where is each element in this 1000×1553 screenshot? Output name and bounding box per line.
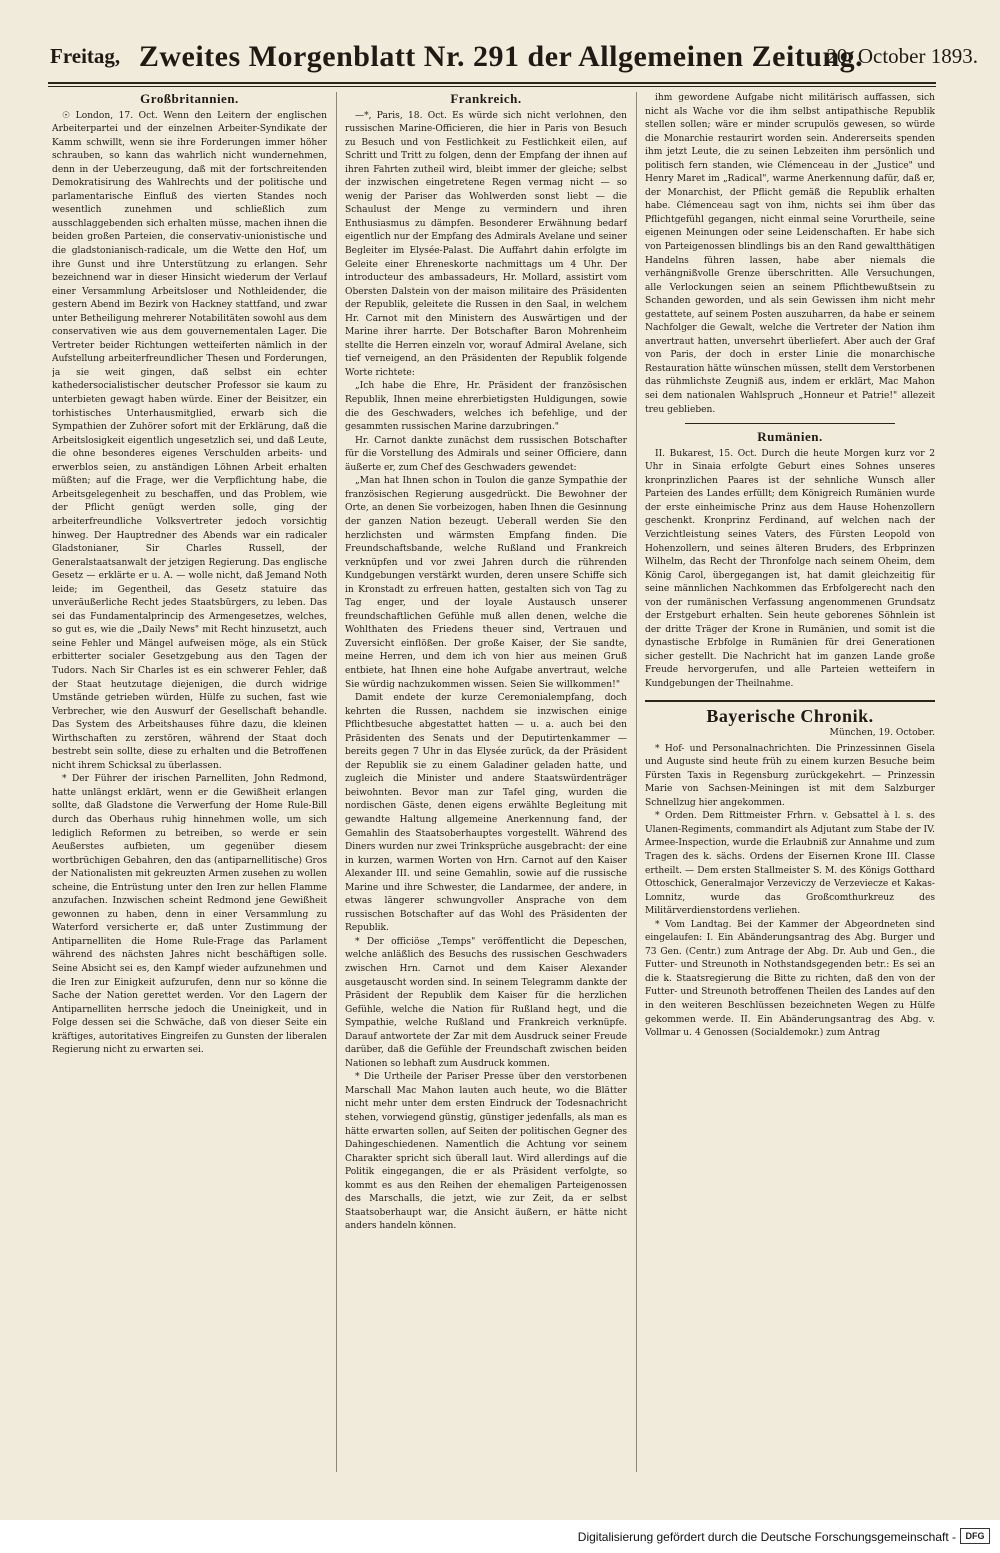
article-paragraph: Damit endete der kurze Ceremonialempfang, doch kehrten die Russen, nachdem sie inzwischen einige Pflichtbesuche abgestattet hatten — u. a. auch bei den Präsidenten des Senats und der Deputirtenkammer — bereits gegen 7 Uhr in das Elysée zurück, da der Präsident der Republik sie zu einem Galadiner geladen hatte, und zugleich die Minister und andere Staatswürdenträger beiwohnten. Bevor man zur Tafel ging, wurden die nordischen Gäste, denen eigens erwählte Begleitung mit gewandte Haltung allgemeine Anerkennung fand, der Gemahlin des Staatsoberhauptes vorgestellt. Während des Diners wurden nur zwei Trinksprüche ausgebracht: der eine in kurzen, warmen Worten von Hrn. Carnot auf den Kaiser Alexander III. und seine Gemahlin, sowie auf die russische Marine und ihre Schwester, die Landarmee, der andere, in etwas längerer schwungvoller Ansprache von dem russischen Botschafter auf das Wohl des Präsidenten der Republik. bbox=[345, 693, 627, 934]
masthead bbox=[20, 40, 982, 84]
article-quote: „Man hat Ihnen schon in Toulon die ganze Sympathie der französischen Regierung ausgedrückt. Die Bewohner der Orte, an denen Sie vorbeizogen, haben Ihnen die Gesinnung der ganzen Nation bezeugt. Ueberall werden Sie den herzlichsten und wärmsten Empfang finden. Die Freundschaftsbande, welche Rußland und Frankreich verknüpfen und vor zwei Jahren durch die rührenden Kundgebungen verstärkt wurden, deren unsere Schiffe sich in Kronstadt zu erfreuen hatten, gestalten sich von Tag zu Tag enger, und der loyale Austausch unserer freundschaftlichen Gefühle muß allen denen, welche die Wohlthaten des Friedens theuer sind, Vertrauen und Zuversicht einflößen. Der große Kaiser, der Sie sandte, meine Herren, und dem ich von hier aus meinen Gruß entbiete, hat Ihnen eine hohe Aufgabe anvertraut, welche Sie würdig nachzukommen wissen. Seien Sie willkommen!" bbox=[345, 476, 627, 690]
column-3 bbox=[645, 92, 935, 1472]
article-paragraph: * Die Urtheile der Pariser Presse über den verstorbenen Marschall Mac Mahon lauten auch heute, wo die Blätter nicht mehr unter dem ersten Eindruck der Todesnachricht stehen, vorwiegend günstig, günstiger jedenfalls, als man es hätte erwarten sollen, auf Seiten der politischen Gegner des Dahingeschiedenen. Namentlich die Achtung vor seinem Charakter spricht sich überall laut. Wird allerdings auf die Politik eingegangen, die er als Präsident verfolgte, so kommt es aus den Reihen der ehemaligen Parteigenossen des Marschalls, die jetzt, wie zur Zeit, da er selbst Staatsoberhaupt war, die Ansicht äußern, er hätte nicht anders handeln können. bbox=[345, 1072, 627, 1232]
article-paragraph: * Der officiöse „Temps" veröffentlicht die Depeschen, welche anläßlich des Besuchs des russischen Geschwaders zwischen Hrn. Carnot und dem Kaiser Alexander ausgetauscht worden sind. In seinem Telegramm dankte der Präsident der Republik dem Kaiser für die herzlichen Gefühle, welche die Nation für Rußland hegt, und die Sympathie, welche Rußland und Frankreich verknüpfe. Darauf antwortete der Zar mit dem Ausdruck seiner Freude darüber, daß die Gefühle der Freundschaft zwischen beiden Nationen so lebhaft zum Ausdruck kommen. bbox=[345, 936, 627, 1069]
dateline: München, 19. October. bbox=[829, 728, 935, 739]
article-paragraph: Hr. Carnot dankte zunächst dem russischen Botschafter für die Vorstellung des Admirals und seiner Officiere, dann äußerte er, zum Chef des Geschwaders gewendet: bbox=[345, 435, 627, 473]
footer-bar bbox=[0, 1520, 1000, 1553]
dfg-logo-icon: DFG bbox=[960, 1528, 990, 1544]
masthead-rule bbox=[48, 82, 936, 84]
section-separator-thick bbox=[645, 700, 935, 702]
article-paragraph: * Vom Landtag. Bei der Kammer der Abgeordneten sind eingelaufen: I. Ein Abänderungsantrag des Abg. Burger und 73 Gen. (Centr.) zum Antrage der Abg. Dr. Aub und Gen., die Futter- und Streunoth in Nothstandsgegenden betr.: Es sei an die k. Staatsregierung die Bitte zu richten, daß den von der Futter- und Streunoth betroffenen Theilen des Landes auf den in den weiteren Beschlüssen bezeichneten Wegen zu Hülfe gekommen werde. II. Ein Abänderungsantrag des Abg. v. Vollmar u. 4 Genossen (Socialdemokr.) zum Antrag bbox=[645, 919, 935, 1039]
column-2 bbox=[345, 92, 627, 1472]
footer-credit: Digitalisierung gefördert durch die Deutsche Forschungsgemeinschaft - bbox=[577, 1530, 956, 1544]
masthead-date: 20. October 1893. bbox=[826, 44, 978, 68]
column-1 bbox=[52, 92, 327, 1472]
column-divider bbox=[636, 92, 637, 1472]
article-paragraph: * Orden. Dem Rittmeister Frhrn. v. Gebsattel à l. s. des Ulanen-Regiments, commandirt als Adjutant zum Stabe der IV. Armee-Inspection, wurde die Erlaubniß zur Annahme und zum Tragen des k. sächs. Ordens der Eisernen Krone III. Classe ertheilt. — Dem ersten Stallmeister S. M. des Königs Gotthard Ottoschick, Generalmajor Verzeviczy de Verzeviecze et Kakas-Lomnitz, wurde das Großcomthurkreuz des Militärverdienstordens verliehen. bbox=[645, 811, 935, 917]
column-divider bbox=[336, 92, 337, 1472]
article-paragraph: ihm gewordene Aufgabe nicht militärisch auffassen, sich nicht als Wache vor die ihm selbst antipathische Republik stellen sollen; wäre er minder scrupulös gewesen, so würde die Monarchie restaurirt worden sein. Andererseits spenden ihm jetzt Leute, die zu seinen Lebzeiten ihm persönlich und politisch fern standen, wie Clémenceau in der „Justice" und Henry Maret im „Radical", warme Anerkennung dafür, daß er, der Monarchist, der Pflicht gemäß die Republik erhalten habe. Clémenceau sagt von ihm, nichts sei ihm über das Pflichtgefühl gegangen, nicht einmal seine Vorurtheile, seine eigenen Meinungen oder seine Leidenschaften. Er habe sich von Parteigenossen blindlings bis an den Rand gewaltthätigen Handelns führen lassen, habe aber niemals die verhängnißvolle Grenze überschritten. Alle Versuchungen, alle Verlockungen seien an seinem Pflichtbewußtsein zu Schanden geworden, und als sein Gewissen ihm nicht mehr gestattete, auf seinem Posten auszuharren, da habe er seinem Nachfolger die Gewalt, welche die Vertreter der Nation ihm anvertraut hatten, unversehrt überliefert. Aber auch der Graf von Paris, der doch in erster Linie die monarchische Restauration hätte wünschen müssen, stellt dem Verstorbenen das rühmlichste Zeugniß aus, indem er erklärt, Mac Mahon sei dem nationalen Wahlspruch „Honneur et Patrie!" allezeit treu geblieben. bbox=[645, 93, 935, 415]
article-paragraph: * Hof- und Personalnachrichten. Die Prinzessinnen Gisela und Auguste sind heute früh zu einem kurzen Besuche beim Fürsten Taxis in Regensburg zurückgekehrt. — Prinzessin Marie von Sachsen-Meiningen ist mit dem Salzburger Schnellzug hier angekommen. bbox=[645, 743, 935, 808]
section-heading-frankreich: Frankreich. bbox=[450, 92, 522, 106]
article-paragraph: II. Bukarest, 15. Oct. Durch die heute Morgen kurz vor 2 Uhr in Sinaia erfolgte Geburt eines Sohnes unseres kronprinzlichen Paares ist der sehnliche Wunsch aller Parteien des Landes erfüllt; dem Königreich Rumänien wurde der erste einheimische Prinz aus dem Hause Hohenzollern geschenkt. Kronprinz Ferdinand, auf welchen nach der Verzichtleistung seines Vaters, des Fürsten Leopold von Hohenzollern, und seines älteren Bruders, des Erbprinzen Wilhelm, das Recht der Thronfolge nach seinem Oheim, dem König Carol, übergegangen ist, hat damit gleichzeitig für seine männlichen Nachkommen das Erbfolgerecht nach den von der rumänischen Verfassung angenommenen Grundsatz der Erstgeburt erhalten. Sein heute geborenes Söhnlein ist der dritte Träger der Krone in Rumänien, und somit ist die dynastische Erbfolge in Rumänien für drei Generationen sicher gestellt. Die Nachricht hat im ganzen Lande große Freude hervorgerufen, und alle Parteien wetteifern in Kundgebungen der Theilnahme. bbox=[645, 448, 935, 689]
article-paragraph: —*, Paris, 18. Oct. Es würde sich nicht verlohnen, den russischen Marine-Officieren, die hier in Paris von Besuch zu Besuch und von Festlichkeit zu Festlichkeit eilen, auf Schritt und Tritt zu folgen, denn der Empfang der ihnen auf ihren Fahrten zutheil wird, bleibt immer der gleiche; selbst der inzwischen eingetretene Regen vermag nicht — so wenig der Pariser das Wohlwerden sonst liebt — die Schaulust der Menge zu vermindern und ihren Enthusiasmus zu dämpfen. Besonderer Erwähnung bedarf eigentlich nur der Empfang des Admirals Avelane und seiner Begleiter im Elysée-Palast. Die Auffahrt dahin erfolgte im Geleite einer Ehreneskorte nachmittags um 4 Uhr. Der introducteur des ambassadeurs, Hr. Mollard, assistirt vom Obersten Dalstein von der maison militaire des Präsidenten der Republik, geleitete die Russen in den Saal, in welchem Hr. Carnot mit den Ministern des Auswärtigen und der Marine ihrer harrte. Der Botschafter Baron Mohrenheim stellte die Herren einzeln vor, worauf Admiral Avelane, sich tief verneigend, an den Präsidenten der Republik folgende Worte richtete: bbox=[345, 110, 627, 378]
article-paragraph: ☉ London, 17. Oct. Wenn den Leitern der englischen Arbeiterpartei und der einzelnen Arbeiter-Syndikate der Kamm schwillt, wenn sie ihre Forderungen immer höher schrauben, so kann das wahrlich nicht wundernehmen, denn in der Ueberzeugung, daß mit der fortschreitenden Demokratisirung des Wahlrechts und der politische und parlamentarische Einfluß des vierten Standes noch wesentlich zunehmen und schließlich zum ausschlaggebenden sich erhalten müsse, machen ihnen die beiden großen Parteien, die conservativ-unionistische und die gladstonianisch-radicale, um die Wette den Hof, um ihre Gunst und ihre Unterstützung zu erlangen. Sehr bezeichnend war in dieser Hinsicht wiederum der Verlauf einer Versammlung Arbeitsloser und Nothleidender, die gestern Abend im Bezirk von Hackney stattfand, und zwar unter Betheiligung mehrerer Notabilitäten sowohl aus dem conservativen wie aus dem gouvernementalen Lager. Die Vertreter beider Richtungen wetteiferten nämlich in der Aufstellung arbeiterfreundlicher Thesen und Forderungen, ja sie weit gingen, daß selbst ein echter kathedersocialistischer deutscher Professor sie kaum zu unterbieten gewagt haben würde. Einer der Beisitzer, ein torhistisches Unterhausmitglied, erwarb sich die Sympathien der Zuhörer sofort mit der Erklärung, daß die Arbeitslosigkeit eigentlich ungesetzlich sei, und daß Leute, die ohne besonderes eigenes Verschulden arbeits- und erwerblos seien, zu anständigen Löhnen Arbeit erhalten müßten; auf die Frage, wer die Verpflichtung habe, die Arbeitsgelegenheit zu beschaffen, und das Problem, wie der Pflicht genügt werden solle, ging der arbeiterfreundliche Volksvertreter jedoch vorsichtig hinweg. Der Hauptredner des Abends war ein radicaler Gladstonianer, Sir Charles Russell, der Generalstaatsanwalt der jetzigen Regierung. Das englische Gesetz — erklärte er u. A. — wolle nicht, daß Jemand Noth leide; im Gegentheil, das Gesetz statuire das unveräußerliche Recht jedes Staatsbürgers, zu leben. Das sei das Fundamentalprincip des Armengesetzes, welches, so gut es, wie die „Daily News" mit Recht hinzusetzt, auch seine Fehler und Mängel aufweisen möge, als ein Stück erbitterter socialer Gesetzgebung aus den Tagen der Tudors. Nach Sir Charles ist es ein schwerer Fehler, daß der Staat heutzutage diejenigen, die durch widrige Umstände getrieben würden, Hülfe zu suchen, fast wie Verbrecher, wie den Auswurf der Gesellschaft behandle. Das System des Arbeitshauses führe dazu, die kleinen Wirthschaften zu zerstören, während der Staat doch bestrebt sein sollte, diese zu erhalten und die Betroffenen nicht ihrem Schicksal zu überlassen. bbox=[52, 110, 327, 771]
section-heading-rumaenien: Rumänien. bbox=[757, 429, 823, 445]
masthead-day: Freitag, bbox=[50, 44, 121, 68]
section-separator bbox=[685, 423, 895, 424]
masthead-rule-thin bbox=[48, 86, 936, 87]
article-quote: „Ich habe die Ehre, Hr. Präsident der französischen Republik, Ihnen meine ehrerbietigsten Huldigungen, sowie die des Geschwaders, welches ich befehlige, und der gesammten russischen Marine darzubringen." bbox=[345, 381, 627, 433]
section-heading-bayerische-chronik: Bayerische Chronik. bbox=[706, 705, 874, 726]
section-heading-grossbritannien: Großbritannien. bbox=[140, 92, 239, 106]
article-paragraph: * Der Führer der irischen Parnelliten, John Redmond, hatte unlängst erklärt, wenn er die Gewißheit erlangen sollte, daß Gladstone die Verwerfung der Home Rule-Bill durch das Oberhaus ruhig hinnehmen wolle, um sich lediglich Reformen zu betreiben, so werde er sein Aeußerstes aufbieten, um gegenüber diesem wortbrüchigen Gebahren, den das (antiparnellitische) Gros der Nationalisten mit gekreuzten Armen zusehen zu wollen scheine, die Entrüstung unter den Iren zur hellen Flamme anzufachen. Inzwischen scheint Redmond jene Gewißheit gewonnen zu haben, denn in einer Versammlung zu Waterford versicherte er, daß unter Zustimmung der Antiparnelliten die Home Rule-Frage das Parlament während des nächsten Jahres nicht beschäftigen solle. Seine Absicht sei es, den Kampf wieder aufzunehmen und die Iren zur Einigkeit aufzurufen, denn nur so könne die Sache der Nation gerettet werden. Vor den Lagern der Antiparnelliten herrsche jedoch die Uneinigkeit, und in Folge dessen sei die Schwäche, daß von dieser Seite ein kräftiges, autoritatives Eingreifen zu Gunsten der liberalen Regierung nicht zu erwarten sei. bbox=[52, 774, 327, 1056]
masthead-title: Zweites Morgenblatt Nr. 291 der Allgemeinen Zeitung. bbox=[138, 40, 864, 73]
